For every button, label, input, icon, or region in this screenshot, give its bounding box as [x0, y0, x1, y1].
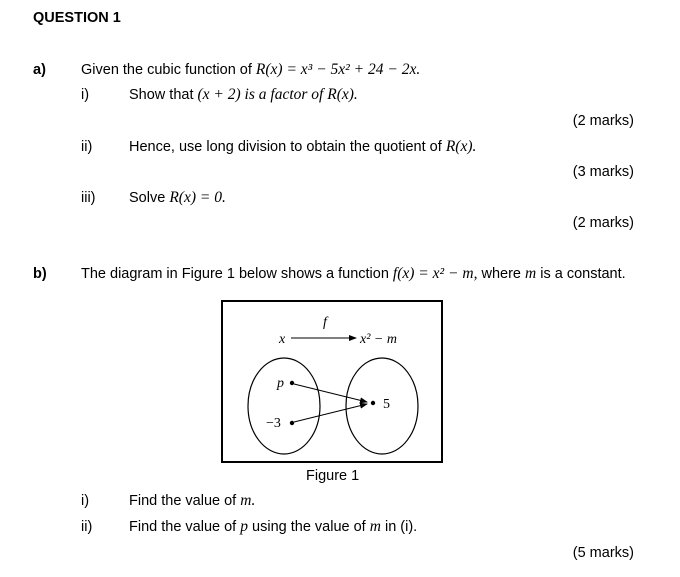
- domain-element-p: p: [277, 376, 284, 391]
- part-b-intro-text2: where: [477, 266, 526, 282]
- domain-point-minus-3: [290, 421, 294, 425]
- function-label: f: [323, 315, 327, 330]
- figure-1-diagram: [221, 300, 443, 463]
- domain-set-ellipse: [248, 358, 320, 454]
- domain-label: x: [279, 332, 286, 347]
- part-a-i-marks: (2 marks): [572, 113, 634, 129]
- part-b-intro: [81, 265, 626, 283]
- part-b-ii-question: [129, 518, 417, 536]
- part-b-ii-math-p: p: [240, 518, 248, 535]
- mapping-arrow-p-to-5: [294, 384, 367, 402]
- mapping-diagram: [223, 302, 441, 461]
- domain-point-p: [290, 381, 294, 385]
- part-a-iii-marks: (2 marks): [572, 215, 634, 231]
- part-a-i-math: (x + 2) is a factor of R(x).: [197, 86, 358, 103]
- constant-m: m: [525, 265, 537, 282]
- part-a-ii-question: [129, 138, 476, 156]
- part-b-label: b): [33, 266, 47, 282]
- part-b-intro-text: The diagram in Figure 1 below shows a function: [81, 266, 393, 282]
- part-b-ii-label: ii): [81, 519, 93, 535]
- part-a-i-question: [129, 86, 358, 104]
- part-b-i-text: Find the value of: [129, 493, 241, 509]
- part-a-iii-text: Solve: [129, 190, 170, 206]
- part-b-ii-text3: in (i).: [380, 519, 418, 535]
- part-a-intro-text: Given the cubic function of: [81, 62, 256, 78]
- part-b-marks: (5 marks): [572, 545, 634, 561]
- part-b-ii-text: Find the value of: [129, 519, 241, 535]
- domain-element-minus-3: −3: [266, 416, 281, 431]
- part-a-iii-label: iii): [81, 190, 96, 206]
- part-b-i-question: [129, 492, 255, 510]
- part-a-i-label: i): [81, 87, 90, 103]
- part-a-ii-marks: (3 marks): [572, 164, 634, 180]
- part-a-ii-text: Hence, use long division to obtain the quotient of: [129, 139, 446, 155]
- part-a-iii-math: R(x) = 0.: [169, 189, 226, 206]
- part-b-intro-text3: is a constant.: [536, 266, 626, 282]
- part-a-label: a): [33, 62, 46, 78]
- codomain-point-5: [371, 401, 375, 405]
- quadratic-function-expression: f(x) = x² − m,: [392, 265, 478, 282]
- question-title: QUESTION 1: [33, 10, 121, 26]
- part-a-i-text: Show that: [129, 87, 198, 103]
- part-b-ii-text2: using the value of: [248, 519, 370, 535]
- codomain-element-5: 5: [383, 397, 390, 412]
- figure-caption: Figure 1: [306, 468, 360, 484]
- codomain-set-ellipse: [346, 358, 418, 454]
- part-b-ii-math-m: m: [369, 518, 381, 535]
- part-b-i-label: i): [81, 493, 90, 509]
- part-a-ii-label: ii): [81, 139, 93, 155]
- part-b-i-math: m.: [240, 492, 256, 509]
- mapping-arrow-minus-3-to-5: [294, 404, 367, 422]
- part-a-ii-math: R(x).: [445, 138, 477, 155]
- codomain-label: x² − m: [360, 332, 397, 347]
- part-a-intro: [81, 61, 420, 79]
- cubic-function-expression: R(x) = x³ − 5x² + 24 − 2x.: [255, 61, 421, 78]
- part-a-iii-question: [129, 189, 226, 207]
